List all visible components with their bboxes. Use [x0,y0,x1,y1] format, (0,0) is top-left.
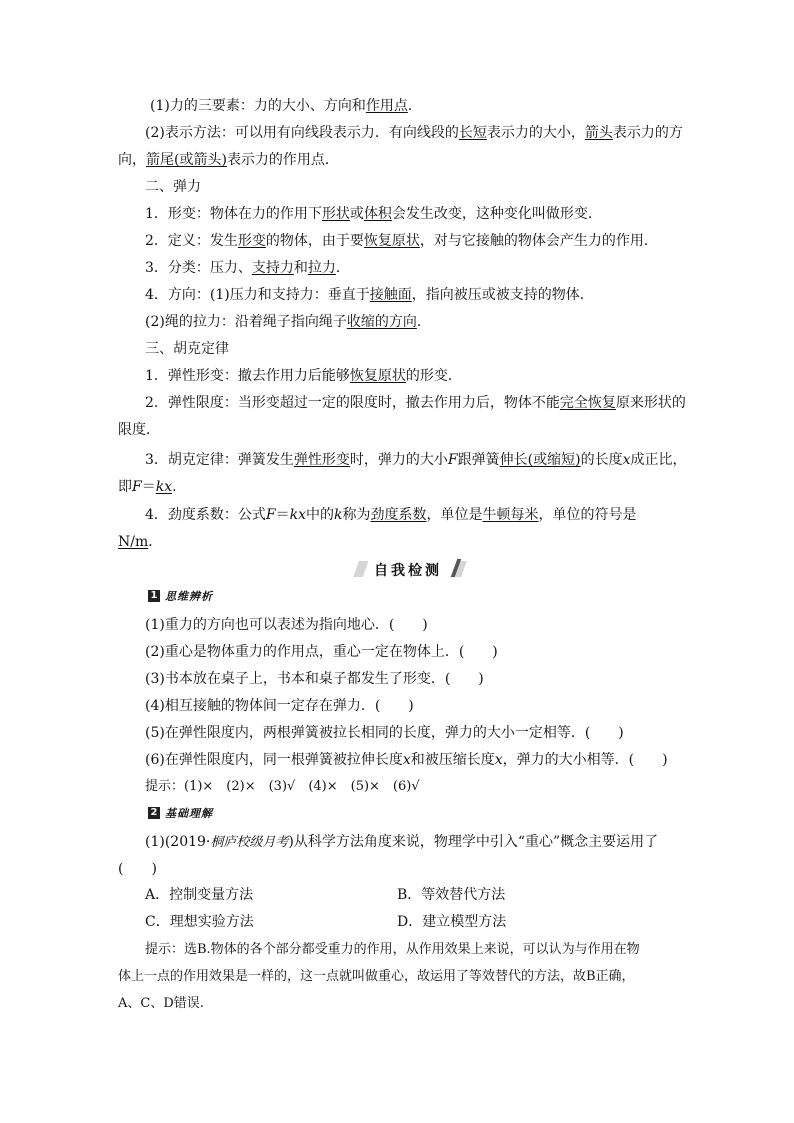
underlined-answer: 劲度系数 [370,507,427,523]
text: ，对与它接触的物体会产生力的作用． [419,233,658,249]
text: 的物体，由于要 [265,233,364,249]
text: 表示力的作用点． [226,152,339,168]
answer-hint-line: 提示：选B.物体的各个部分都受重力的作用，从作用效果上来说，可以认为与作用在物 [145,942,640,957]
variable: x [494,752,503,768]
banner-title: 自我检测 [374,563,442,579]
text: 和 [293,260,308,276]
underlined-answer: 牛顿每米 [482,507,539,523]
underlined-answer: 完全恢复 [559,395,616,411]
option-d: D．建立模型方法 [397,914,507,930]
text: 的长度 [580,452,623,468]
text: 向， [118,152,146,168]
text: (6)在弹性限度内，同一根弹簧被拉伸长度 [145,752,403,768]
elastic-deformation-line [145,367,462,385]
answer-hint-line: 体上一点的作用效果是一样的，这一点就叫做重心，故运用了等效替代的方法，故B正确， [118,969,635,984]
hooke-law-line-1 [145,451,686,469]
hooke-law-line-2 [118,478,186,496]
section-title: 基础理解 [165,807,213,820]
text: ，单位的符号是 [538,507,637,523]
variable: kx [289,507,307,523]
text: 4．劲度系数：公式 [145,507,266,523]
underlined-answer: 箭头 [584,125,613,141]
section-number-badge: 1 [148,590,160,602]
underlined-answer: 作用点 [365,98,408,114]
section-title: 思维辨析 [165,590,213,603]
elastic-limit-line-1 [145,394,686,412]
text: ，单位是 [426,507,483,523]
judgment-item: (1)重力的方向也可以表述为指向地心．( ) [145,617,428,633]
judgment-item: (5)在弹性限度内，两根弹簧被拉长相同的长度，弹力的大小一定相等．( ) [145,725,624,741]
text: 1．弹性形变：撤去作用力后能够 [145,368,350,384]
judgment-item: (2)重心是物体重力的作用点，重心一定在物体上．( ) [145,644,498,660]
variable: k [334,507,343,523]
underlined-answer: 拉力 [307,260,336,276]
text: ． [335,260,350,276]
text: 的形变． [405,368,462,384]
judgment-item: (3)书本放在桌子上，书本和桌子都发生了形变．( ) [145,671,484,687]
text: (2)绳的拉力：沿着绳子指向绳子 [145,314,347,330]
underlined-answer: 箭尾(或箭头) [146,152,227,168]
option-b: B．等效替代方法 [397,887,506,903]
judgment-hint: 提示：(1)× (2)× (3)√ (4)× (5)× (6)√ [145,779,420,794]
variable: F [265,507,276,523]
heading-hooke-law: 三、胡克定律 [145,341,229,357]
text: 中的 [306,507,335,523]
variable: x [622,452,631,468]
text: 时，弹力的大小 [349,452,448,468]
text: 4．方向：(1)压力和支持力：垂直于 [145,287,370,303]
text: ． [148,534,163,550]
text: 和被压缩长度 [410,752,495,768]
text: 3．分类：压力、 [145,260,252,276]
text: 3．胡克定律：弹簧发生 [145,452,294,468]
definition-line [145,232,658,250]
text: ． [407,98,422,114]
variable: x [402,752,411,768]
force-elements-line [150,97,422,115]
underlined-answer: 伸长(或缩短) [499,452,581,468]
question-blank: ( ) [118,861,157,877]
underlined-answer: kx [155,479,173,495]
text: (1)(2019· [145,834,211,850]
underlined-answer: 恢复原状 [349,368,406,384]
text: 表示力的方 [612,125,683,141]
text: 称为 [342,507,371,523]
section-1-header [148,589,213,603]
section-2-header [148,806,213,820]
answer-hint-line: A、C、D错误. [118,996,204,1011]
text: ＝ [275,507,290,523]
text: 跟弹簧 [457,452,500,468]
stiffness-line-1 [145,506,637,524]
text: ． [172,479,187,495]
text: 表示力的大小， [486,125,585,141]
option-a: A．控制变量方法 [145,887,254,903]
question-source: 桐庐校级月考 [210,835,289,850]
classification-line [145,259,350,277]
deformation-line [145,205,602,223]
variable: F [447,452,458,468]
representation-line-2 [118,151,339,169]
rope-tension-line [145,313,431,331]
text: (1)力的三要素：力的大小、方向和 [150,98,366,114]
representation-line-1 [145,124,683,142]
text: 成正比， [630,452,687,468]
underlined-answer: 形状 [321,206,350,222]
underlined-answer: 收缩的方向 [346,314,417,330]
underlined-answer: 恢复原状 [363,233,420,249]
text: (2)表示方法：可以用有向线段表示力．有向线段的 [145,125,459,141]
text: )从科学方法角度来说，物理学中引入“重心”概念主要运用了 [288,834,659,850]
elastic-limit-line-2: 限度． [118,422,160,438]
judgment-item [145,751,668,769]
underlined-answer: 体积 [363,206,392,222]
underlined-answer: 接触面 [369,287,412,303]
underlined-answer: 弹性形变 [293,452,350,468]
text: 1．形变：物体在力的作用下 [145,206,322,222]
text: 原来形状的 [615,395,686,411]
text: 会发生改变，这种变化叫做形变． [391,206,602,222]
text: ，弹力的大小相等．( ) [502,752,668,768]
direction-line [145,286,594,304]
text: ，指向被压或被支持的物体． [411,287,594,303]
judgment-item: (4)相互接触的物体间一定存在弹力．( ) [145,698,414,714]
underlined-answer: 长短 [458,125,487,141]
text: 即 [118,479,132,495]
text: ． [416,314,431,330]
text: 或 [349,206,364,222]
variable: F [132,479,142,495]
text: ＝ [141,479,156,495]
underlined-answer: 支持力 [251,260,294,276]
heading-elastic-force: 二、弹力 [145,179,201,195]
option-c: C．理想实验方法 [145,914,254,930]
section-number-badge: 2 [148,807,160,819]
stiffness-line-2 [118,533,162,551]
underlined-answer: 形变 [237,233,266,249]
self-check-banner [356,559,464,579]
text: 2．弹性限度：当形变超过一定的限度时，撤去作用力后，物体不能 [145,395,560,411]
text: 2．定义：发生 [145,233,238,249]
question-stem [145,833,658,852]
underlined-answer: N/m [118,534,149,550]
